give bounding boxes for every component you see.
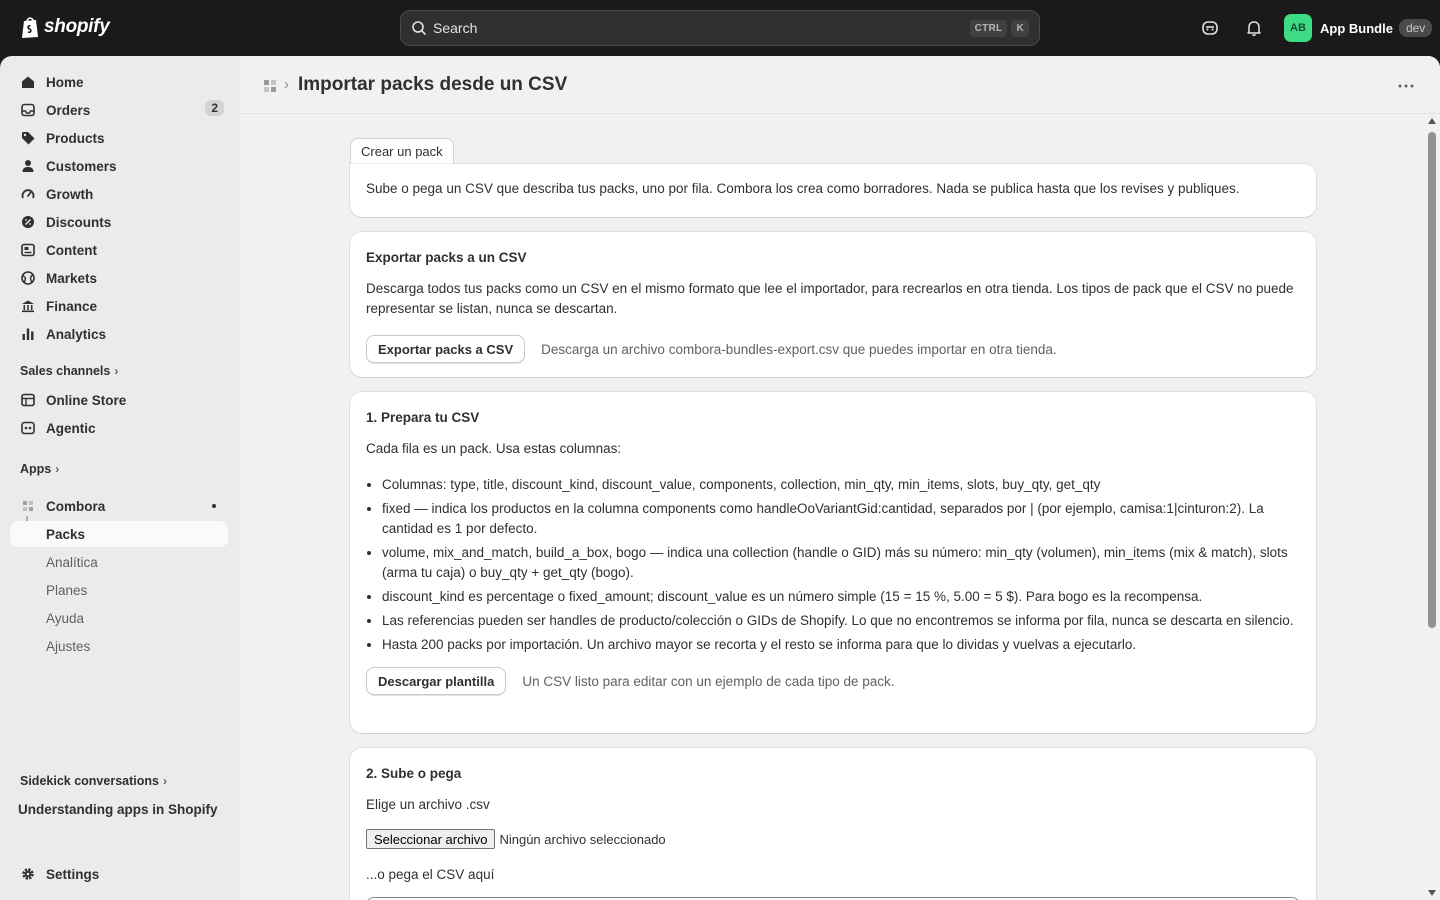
notifications-button[interactable] [1242,16,1266,40]
prepare-intro: Cada fila es un pack. Usa estas columnas: [366,441,622,456]
tag-icon [20,130,36,146]
person-icon [20,158,36,174]
sidebar-item-label: Markets [46,270,98,286]
sidebar-item-label: Finance [46,298,98,314]
sidebar-item-label: Content [46,242,97,258]
chevron-right-icon: › [55,462,60,476]
sidebar-item-label: Customers [46,158,117,174]
home-icon [20,74,36,90]
file-status: Ningún archivo seleccionado [499,831,666,847]
sidekick-icon [1201,19,1219,37]
sidebar-item-label: Combora [46,498,106,514]
sidebar-item-label: Agentic [46,420,96,436]
main-content [240,56,1440,900]
inbox-icon [20,102,36,118]
logo-text: shopify [44,16,110,37]
sidebar-item-combora[interactable] [10,493,228,519]
sidebar-item-home[interactable] [10,69,228,95]
sidebar-subitem-analitica[interactable]: Analítica [46,554,98,570]
sidebar-item-label: Growth [46,186,94,202]
shortcut-ctrl: CTRL [970,20,1008,37]
list-item: • fixed — indica los productos en la columna components como handleOoVariantGid:cantidad, separados por | (por ejemplo, camisa:1|cinturon:2). La cantidad es 1 por defecto. [382,499,1300,539]
shopify-bag-icon [20,15,40,39]
top-bar [0,0,1440,56]
sales-channels-heading[interactable] [20,364,118,378]
export-hint: Descarga un archivo combora-bundles-export.csv que puedes importar en otra tienda. [541,341,1057,357]
sidebar-item-markets[interactable] [10,265,228,291]
list-item: • discount_kind es percentage o fixed_amount; discount_value es un número simple (15 = 15 %, 5.00 = 5 $). Para bogo es la recompensa. [382,587,1300,607]
gauge-icon [20,186,36,202]
sidebar-item-label: Products [46,130,105,146]
sidebar-item-customers[interactable] [10,153,228,179]
sidebar-item-growth[interactable] [10,181,228,207]
account-menu[interactable] [1284,14,1432,42]
chevron-right-icon: › [114,364,119,378]
store-icon [20,392,36,408]
download-template-button[interactable]: Descargar plantilla [366,667,506,695]
breadcrumb-chevron-icon: › [284,76,289,93]
search-icon [411,20,427,36]
sidebar-item-label: Settings [46,866,100,882]
bell-icon [1245,19,1263,37]
sidebar-item-agentic[interactable] [10,415,228,441]
search-bar[interactable] [400,10,1040,46]
sidebar-item-analytics[interactable] [10,321,228,347]
sidekick-button[interactable] [1198,16,1222,40]
shopify-logo[interactable] [20,15,109,39]
more-actions-button[interactable] [1394,74,1418,98]
list-item: • Las referencias pueden ser handles de producto/colección o GIDs de Shopify. Lo que no encontremos se informa por fila, nunca se descarta en silencio. [382,611,1300,631]
intro-text: Sube o pega un CSV que describa tus packs, uno por fila. Combora los crea como borradores. Nada se publica hasta que los revises y publiques. [366,181,1240,196]
account-name: App Bundle [1320,20,1393,36]
sidekick-conversations-heading[interactable] [20,774,167,788]
export-card [350,232,1316,377]
list-item: • Columnas: type, title, discount_kind, discount_value, components, collection, min_qty, min_items, slots, buy_qty, get_qty [382,475,1300,495]
bar-chart-icon [20,326,36,342]
export-csv-button[interactable]: Exportar packs a CSV [366,335,525,363]
apps-label: Apps [20,462,52,476]
sidebar-item-content[interactable] [10,237,228,263]
sidebar-item-finance[interactable] [10,293,228,319]
sidebar [0,56,240,900]
scrollbar[interactable] [1425,116,1439,900]
sidebar-subitem-planes[interactable]: Planes [46,582,88,598]
sidebar-item-label: Online Store [46,392,127,408]
intro-card [350,164,1316,217]
sidebar-item-label: Analytics [46,326,107,342]
sidekick-conversations-label: Sidekick conversations [20,774,159,788]
sidebar-item-label: Home [46,74,84,90]
sidebar-item-label: Orders [46,102,91,118]
orders-count-badge: 2 [205,100,224,116]
export-title: Exportar packs a un CSV [366,250,527,265]
sidebar-item-label: Discounts [46,214,112,230]
agentic-icon [20,420,36,436]
upload-card [350,748,1316,900]
chevron-right-icon: › [162,774,167,788]
sidebar-item-online-store[interactable] [10,387,228,413]
pin-dot-icon[interactable] [212,504,216,508]
sidebar-item-products[interactable] [10,125,228,151]
template-hint: Un CSV listo para editar con un ejemplo de cada tipo de pack. [522,673,895,689]
app-grid-icon [20,498,36,514]
create-pack-tab[interactable]: Crear un pack [350,138,454,164]
shortcut-k: K [1011,20,1029,37]
sidebar-subitem-packs[interactable]: Packs [10,521,228,547]
sidekick-conversation-item[interactable]: Understanding apps in Shopify [18,802,218,817]
dev-badge: dev [1399,19,1432,37]
scroll-up-arrow-icon[interactable] [1428,118,1436,124]
scroll-thumb[interactable] [1428,132,1436,628]
bank-icon [20,298,36,314]
sidebar-item-settings[interactable] [10,861,228,887]
list-item: • Hasta 200 packs por importación. Un archivo mayor se recorta y el resto se informa para que lo dividas y vuelvas a ejecutarlo. [382,635,1300,655]
list-item: • volume, mix_and_match, build_a_box, bogo — indica una collection (handle o GID) más su número: min_qty (volumen), min_items (mix & match), slots (arma tu caja) o buy_qty + get_qty (bogo). [382,543,1300,583]
choose-file-button[interactable]: Seleccionar archivo [366,829,495,849]
globe-icon [20,270,36,286]
sidebar-subitem-ajustes[interactable]: Ajustes [46,638,91,654]
export-text: Descarga todos tus packs como un CSV en el mismo formato que lee el importador, para recrearlos en otra tienda. Los tipos de pack que el CSV no puede representar se listan, nunca se descartan. [366,281,1294,316]
search-placeholder: Search [433,20,478,36]
gear-icon [20,866,36,882]
page-header [240,56,1440,114]
app-grid-icon[interactable] [262,78,278,94]
file-label: Elige un archivo .csv [366,797,490,812]
discount-icon [20,214,36,230]
avatar: AB [1284,14,1312,42]
sales-channels-label: Sales channels [20,364,111,378]
scroll-down-arrow-icon[interactable] [1428,890,1436,896]
prepare-card [350,392,1316,733]
sidebar-item-discounts[interactable] [10,209,228,235]
upload-title: 2. Sube o pega [366,766,462,781]
apps-heading[interactable] [20,462,59,476]
content-icon [20,242,36,258]
file-input[interactable] [366,829,1300,849]
prepare-title: 1. Prepara tu CSV [366,410,480,425]
sidebar-subitem-ayuda[interactable]: Ayuda [46,610,85,626]
sidebar-item-orders[interactable] [10,97,228,123]
more-horizontal-icon [1398,84,1414,88]
paste-label: ...o pega el CSV aquí [366,867,495,882]
page-title: Importar packs desde un CSV [298,74,568,95]
columns-list [366,475,1300,655]
